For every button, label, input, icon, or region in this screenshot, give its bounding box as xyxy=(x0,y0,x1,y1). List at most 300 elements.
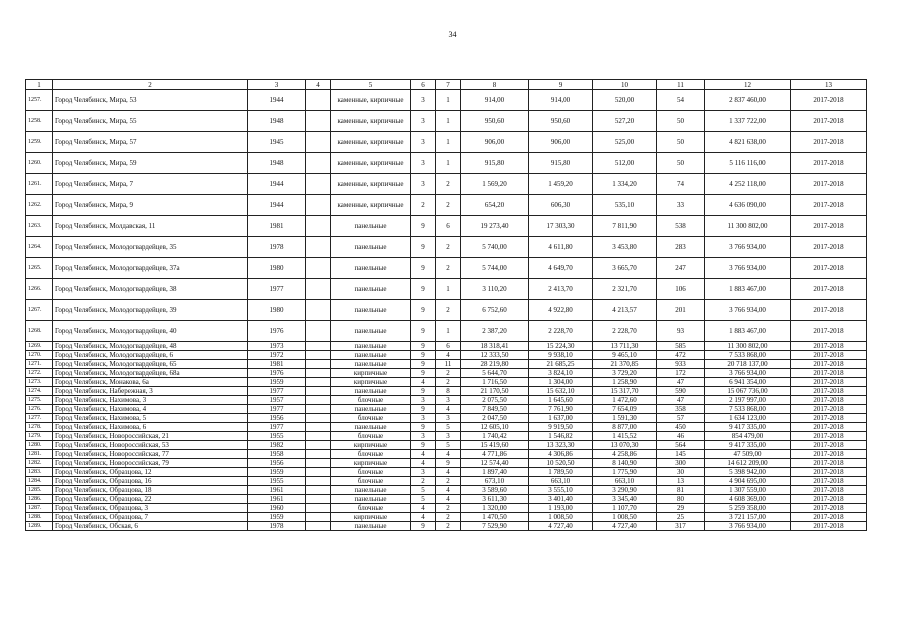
row-number: 1267. xyxy=(26,300,53,321)
total-area-cell: 5 740,00 xyxy=(461,237,529,258)
floors-cell: 9 xyxy=(411,423,436,432)
extra-cell xyxy=(306,459,331,468)
entrances-cell: 2 xyxy=(436,300,461,321)
row-number: 1262. xyxy=(26,195,53,216)
row-number: 1283. xyxy=(26,468,53,477)
wall-material-cell: блочные xyxy=(331,396,411,405)
year-cell: 1976 xyxy=(248,369,306,378)
floors-cell: 2 xyxy=(411,195,436,216)
extra-cell xyxy=(306,522,331,531)
total-area-cell: 7 849,50 xyxy=(461,405,529,414)
cost-cell: 5 259 358,00 xyxy=(705,504,791,513)
cost-cell: 3 766 934,00 xyxy=(705,237,791,258)
total-area-cell: 18 318,41 xyxy=(461,342,529,351)
period-cell: 2017-2018 xyxy=(791,132,867,153)
residents-cell: 81 xyxy=(657,486,705,495)
wall-material-cell: блочные xyxy=(331,432,411,441)
private-area-cell: 3 290,90 xyxy=(593,486,657,495)
cost-cell: 2 197 997,00 xyxy=(705,396,791,405)
residents-cell: 57 xyxy=(657,414,705,423)
private-area-cell: 13 070,30 xyxy=(593,441,657,450)
floors-cell: 5 xyxy=(411,486,436,495)
wall-material-cell: панельные xyxy=(331,495,411,504)
total-area-cell: 12 605,10 xyxy=(461,423,529,432)
total-area-cell: 2 387,20 xyxy=(461,321,529,342)
living-area-cell: 3 401,40 xyxy=(529,495,593,504)
period-cell: 2017-2018 xyxy=(791,111,867,132)
row-number: 1269. xyxy=(26,342,53,351)
floors-cell: 9 xyxy=(411,279,436,300)
entrances-cell: 1 xyxy=(436,279,461,300)
period-cell: 2017-2018 xyxy=(791,441,867,450)
private-area-cell: 3 665,70 xyxy=(593,258,657,279)
residents-cell: 74 xyxy=(657,174,705,195)
table-row xyxy=(26,360,867,369)
wall-material-cell: блочные xyxy=(331,414,411,423)
period-cell: 2017-2018 xyxy=(791,360,867,369)
total-area-cell: 6 752,60 xyxy=(461,300,529,321)
period-cell: 2017-2018 xyxy=(791,321,867,342)
private-area-cell: 13 711,30 xyxy=(593,342,657,351)
table-row xyxy=(26,405,867,414)
cost-cell: 2 837 460,00 xyxy=(705,90,791,111)
entrances-cell: 3 xyxy=(436,432,461,441)
year-cell: 1973 xyxy=(248,342,306,351)
row-number: 1279. xyxy=(26,432,53,441)
floors-cell: 3 xyxy=(411,174,436,195)
row-number: 1265. xyxy=(26,258,53,279)
table-row xyxy=(26,300,867,321)
table-row xyxy=(26,459,867,468)
address-cell: Город Челябинск, Новороссийская, 77 xyxy=(53,450,248,459)
period-cell: 2017-2018 xyxy=(791,495,867,504)
extra-cell xyxy=(306,441,331,450)
cost-cell: 4 821 638,00 xyxy=(705,132,791,153)
floors-cell: 9 xyxy=(411,441,436,450)
row-number: 1276. xyxy=(26,405,53,414)
total-area-cell: 1 740,42 xyxy=(461,432,529,441)
address-cell: Город Челябинск, Мира, 57 xyxy=(53,132,248,153)
year-cell: 1977 xyxy=(248,405,306,414)
extra-cell xyxy=(306,423,331,432)
entrances-cell: 9 xyxy=(436,459,461,468)
entrances-cell: 1 xyxy=(436,153,461,174)
row-number: 1257. xyxy=(26,90,53,111)
private-area-cell: 1 334,20 xyxy=(593,174,657,195)
extra-cell xyxy=(306,237,331,258)
wall-material-cell: блочные xyxy=(331,450,411,459)
residents-cell: 46 xyxy=(657,432,705,441)
extra-cell xyxy=(306,153,331,174)
address-cell: Город Челябинск, Молдавская, 11 xyxy=(53,216,248,237)
cost-cell: 7 533 868,00 xyxy=(705,351,791,360)
cost-cell: 4 904 695,00 xyxy=(705,477,791,486)
address-cell: Город Челябинск, Новороссийская, 21 xyxy=(53,432,248,441)
floors-cell: 4 xyxy=(411,504,436,513)
extra-cell xyxy=(306,378,331,387)
residents-cell: 47 xyxy=(657,396,705,405)
wall-material-cell: панельные xyxy=(331,321,411,342)
column-header: 6 xyxy=(411,80,436,90)
extra-cell xyxy=(306,279,331,300)
residents-cell: 201 xyxy=(657,300,705,321)
period-cell: 2017-2018 xyxy=(791,369,867,378)
address-cell: Город Челябинск, Нахимова, 6 xyxy=(53,423,248,432)
cost-cell: 1 634 123,00 xyxy=(705,414,791,423)
housing-register-table xyxy=(25,79,867,531)
floors-cell: 9 xyxy=(411,351,436,360)
extra-cell xyxy=(306,450,331,459)
entrances-cell: 2 xyxy=(436,504,461,513)
total-area-cell: 5 644,70 xyxy=(461,369,529,378)
entrances-cell: 4 xyxy=(436,450,461,459)
private-area-cell: 520,00 xyxy=(593,90,657,111)
period-cell: 2017-2018 xyxy=(791,258,867,279)
wall-material-cell: блочные xyxy=(331,477,411,486)
period-cell: 2017-2018 xyxy=(791,477,867,486)
private-area-cell: 3 345,40 xyxy=(593,495,657,504)
entrances-cell: 4 xyxy=(436,486,461,495)
extra-cell xyxy=(306,396,331,405)
cost-cell: 15 067 736,00 xyxy=(705,387,791,396)
table-row xyxy=(26,468,867,477)
living-area-cell: 1 789,50 xyxy=(529,468,593,477)
living-area-cell: 17 303,30 xyxy=(529,216,593,237)
table-row xyxy=(26,279,867,300)
table-row xyxy=(26,342,867,351)
entrances-cell: 3 xyxy=(436,396,461,405)
private-area-cell: 4 213,57 xyxy=(593,300,657,321)
cost-cell: 3 766 934,00 xyxy=(705,522,791,531)
residents-cell: 300 xyxy=(657,459,705,468)
residents-cell: 145 xyxy=(657,450,705,459)
address-cell: Город Челябинск, Мира, 59 xyxy=(53,153,248,174)
address-cell: Город Челябинск, Мира, 9 xyxy=(53,195,248,216)
page-number: 34 xyxy=(448,30,457,39)
period-cell: 2017-2018 xyxy=(791,414,867,423)
cost-cell: 11 300 802,00 xyxy=(705,342,791,351)
total-area-cell: 5 744,00 xyxy=(461,258,529,279)
table-row xyxy=(26,321,867,342)
total-area-cell: 1 716,50 xyxy=(461,378,529,387)
period-cell: 2017-2018 xyxy=(791,216,867,237)
residents-cell: 54 xyxy=(657,90,705,111)
entrances-cell: 4 xyxy=(436,495,461,504)
cost-cell: 14 612 209,00 xyxy=(705,459,791,468)
living-area-cell: 1 645,60 xyxy=(529,396,593,405)
table-row xyxy=(26,450,867,459)
period-cell: 2017-2018 xyxy=(791,342,867,351)
living-area-cell: 3 824,10 xyxy=(529,369,593,378)
period-cell: 2017-2018 xyxy=(791,486,867,495)
cost-cell: 20 718 137,00 xyxy=(705,360,791,369)
total-area-cell: 1 470,50 xyxy=(461,513,529,522)
private-area-cell: 1 415,52 xyxy=(593,432,657,441)
year-cell: 1978 xyxy=(248,522,306,531)
period-cell: 2017-2018 xyxy=(791,468,867,477)
total-area-cell: 7 529,90 xyxy=(461,522,529,531)
address-cell: Город Челябинск, Молодогвардейцев, 65 xyxy=(53,360,248,369)
address-cell: Город Челябинск, Образцова, 18 xyxy=(53,486,248,495)
private-area-cell: 4 727,40 xyxy=(593,522,657,531)
period-cell: 2017-2018 xyxy=(791,195,867,216)
residents-cell: 283 xyxy=(657,237,705,258)
entrances-cell: 3 xyxy=(436,414,461,423)
year-cell: 1959 xyxy=(248,468,306,477)
extra-cell xyxy=(306,360,331,369)
total-area-cell: 1 569,20 xyxy=(461,174,529,195)
row-number: 1258. xyxy=(26,111,53,132)
column-header: 1 xyxy=(26,80,53,90)
floors-cell: 9 xyxy=(411,300,436,321)
wall-material-cell: кирпичные xyxy=(331,459,411,468)
column-header: 2 xyxy=(53,80,248,90)
total-area-cell: 1 320,00 xyxy=(461,504,529,513)
row-number: 1278. xyxy=(26,423,53,432)
living-area-cell: 10 520,50 xyxy=(529,459,593,468)
period-cell: 2017-2018 xyxy=(791,432,867,441)
row-number: 1273. xyxy=(26,378,53,387)
year-cell: 1959 xyxy=(248,513,306,522)
table-row xyxy=(26,132,867,153)
table-row xyxy=(26,90,867,111)
floors-cell: 9 xyxy=(411,321,436,342)
total-area-cell: 21 170,50 xyxy=(461,387,529,396)
residents-cell: 25 xyxy=(657,513,705,522)
address-cell: Город Челябинск, Образцова, 12 xyxy=(53,468,248,477)
wall-material-cell: панельные xyxy=(331,279,411,300)
extra-cell xyxy=(306,432,331,441)
total-area-cell: 915,80 xyxy=(461,153,529,174)
floors-cell: 3 xyxy=(411,111,436,132)
total-area-cell: 673,10 xyxy=(461,477,529,486)
private-area-cell: 1 107,70 xyxy=(593,504,657,513)
period-cell: 2017-2018 xyxy=(791,423,867,432)
year-cell: 1948 xyxy=(248,111,306,132)
private-area-cell: 535,10 xyxy=(593,195,657,216)
wall-material-cell: кирпичные xyxy=(331,378,411,387)
column-header: 3 xyxy=(248,80,306,90)
cost-cell: 1 883 467,00 xyxy=(705,279,791,300)
address-cell: Город Челябинск, Образцова, 16 xyxy=(53,477,248,486)
total-area-cell: 12 333,50 xyxy=(461,351,529,360)
entrances-cell: 5 xyxy=(436,441,461,450)
year-cell: 1978 xyxy=(248,237,306,258)
address-cell: Город Челябинск, Новороссийская, 79 xyxy=(53,459,248,468)
extra-cell xyxy=(306,468,331,477)
private-area-cell: 21 370,85 xyxy=(593,360,657,369)
floors-cell: 3 xyxy=(411,153,436,174)
address-cell: Город Челябинск, Молодогвардейцев, 48 xyxy=(53,342,248,351)
residents-cell: 450 xyxy=(657,423,705,432)
table-row xyxy=(26,504,867,513)
residents-cell: 590 xyxy=(657,387,705,396)
extra-cell xyxy=(306,174,331,195)
private-area-cell: 3 453,80 xyxy=(593,237,657,258)
residents-cell: 50 xyxy=(657,153,705,174)
table-row xyxy=(26,351,867,360)
residents-cell: 564 xyxy=(657,441,705,450)
wall-material-cell: каменные, кирпичные xyxy=(331,111,411,132)
row-number: 1289. xyxy=(26,522,53,531)
cost-cell: 47 509,00 xyxy=(705,450,791,459)
extra-cell xyxy=(306,477,331,486)
year-cell: 1980 xyxy=(248,300,306,321)
living-area-cell: 1 546,82 xyxy=(529,432,593,441)
period-cell: 2017-2018 xyxy=(791,387,867,396)
year-cell: 1956 xyxy=(248,414,306,423)
living-area-cell: 2 228,70 xyxy=(529,321,593,342)
year-cell: 1944 xyxy=(248,195,306,216)
private-area-cell: 8 140,90 xyxy=(593,459,657,468)
extra-cell xyxy=(306,369,331,378)
row-number: 1284. xyxy=(26,477,53,486)
entrances-cell: 6 xyxy=(436,342,461,351)
wall-material-cell: каменные, кирпичные xyxy=(331,90,411,111)
floors-cell: 9 xyxy=(411,258,436,279)
year-cell: 1955 xyxy=(248,477,306,486)
address-cell: Город Челябинск, Молодогвардейцев, 39 xyxy=(53,300,248,321)
residents-cell: 538 xyxy=(657,216,705,237)
cost-cell: 1 883 467,00 xyxy=(705,321,791,342)
period-cell: 2017-2018 xyxy=(791,279,867,300)
floors-cell: 3 xyxy=(411,432,436,441)
residents-cell: 317 xyxy=(657,522,705,531)
residents-cell: 106 xyxy=(657,279,705,300)
private-area-cell: 525,00 xyxy=(593,132,657,153)
row-number: 1281. xyxy=(26,450,53,459)
row-number: 1285. xyxy=(26,486,53,495)
wall-material-cell: блочные xyxy=(331,504,411,513)
floors-cell: 3 xyxy=(411,396,436,405)
extra-cell xyxy=(306,258,331,279)
private-area-cell: 1 775,90 xyxy=(593,468,657,477)
floors-cell: 4 xyxy=(411,513,436,522)
column-header: 11 xyxy=(657,80,705,90)
column-number-row xyxy=(26,80,867,90)
total-area-cell: 654,20 xyxy=(461,195,529,216)
row-number: 1259. xyxy=(26,132,53,153)
total-area-cell: 2 075,50 xyxy=(461,396,529,405)
extra-cell xyxy=(306,504,331,513)
year-cell: 1944 xyxy=(248,90,306,111)
address-cell: Город Челябинск, Молодогвардейцев, 35 xyxy=(53,237,248,258)
living-area-cell: 4 649,70 xyxy=(529,258,593,279)
table-row xyxy=(26,111,867,132)
entrances-cell: 1 xyxy=(436,90,461,111)
year-cell: 1982 xyxy=(248,441,306,450)
cost-cell: 3 721 157,00 xyxy=(705,513,791,522)
table-row xyxy=(26,195,867,216)
year-cell: 1944 xyxy=(248,174,306,195)
private-area-cell: 527,20 xyxy=(593,111,657,132)
table-row xyxy=(26,258,867,279)
row-number: 1275. xyxy=(26,396,53,405)
entrances-cell: 2 xyxy=(436,513,461,522)
extra-cell xyxy=(306,387,331,396)
total-area-cell: 906,00 xyxy=(461,132,529,153)
entrances-cell: 2 xyxy=(436,195,461,216)
floors-cell: 4 xyxy=(411,459,436,468)
extra-cell xyxy=(306,495,331,504)
floors-cell: 4 xyxy=(411,378,436,387)
row-number: 1261. xyxy=(26,174,53,195)
address-cell: Город Челябинск, Обская, 6 xyxy=(53,522,248,531)
wall-material-cell: панельные xyxy=(331,300,411,321)
entrances-cell: 2 xyxy=(436,369,461,378)
row-number: 1271. xyxy=(26,360,53,369)
wall-material-cell: каменные, кирпичные xyxy=(331,174,411,195)
residents-cell: 50 xyxy=(657,132,705,153)
entrances-cell: 1 xyxy=(436,132,461,153)
wall-material-cell: панельные xyxy=(331,522,411,531)
wall-material-cell: панельные xyxy=(331,351,411,360)
residents-cell: 29 xyxy=(657,504,705,513)
living-area-cell: 1 193,00 xyxy=(529,504,593,513)
period-cell: 2017-2018 xyxy=(791,504,867,513)
wall-material-cell: панельные xyxy=(331,423,411,432)
total-area-cell: 1 897,40 xyxy=(461,468,529,477)
floors-cell: 9 xyxy=(411,405,436,414)
address-cell: Город Челябинск, Образцова, 7 xyxy=(53,513,248,522)
living-area-cell: 1 459,20 xyxy=(529,174,593,195)
floors-cell: 3 xyxy=(411,90,436,111)
extra-cell xyxy=(306,351,331,360)
wall-material-cell: блочные xyxy=(331,468,411,477)
address-cell: Город Челябинск, Нахимова, 5 xyxy=(53,414,248,423)
cost-cell: 3 766 934,00 xyxy=(705,300,791,321)
cost-cell: 1 337 722,00 xyxy=(705,111,791,132)
floors-cell: 9 xyxy=(411,369,436,378)
living-area-cell: 914,00 xyxy=(529,90,593,111)
entrances-cell: 11 xyxy=(436,360,461,369)
wall-material-cell: каменные, кирпичные xyxy=(331,195,411,216)
wall-material-cell: панельные xyxy=(331,216,411,237)
extra-cell xyxy=(306,486,331,495)
living-area-cell: 4 922,80 xyxy=(529,300,593,321)
living-area-cell: 4 727,40 xyxy=(529,522,593,531)
table-row xyxy=(26,369,867,378)
total-area-cell: 12 574,40 xyxy=(461,459,529,468)
year-cell: 1958 xyxy=(248,450,306,459)
residents-cell: 472 xyxy=(657,351,705,360)
extra-cell xyxy=(306,111,331,132)
row-number: 1268. xyxy=(26,321,53,342)
living-area-cell: 1 637,00 xyxy=(529,414,593,423)
table-row xyxy=(26,477,867,486)
address-cell: Город Челябинск, Монакова, 6а xyxy=(53,378,248,387)
entrances-cell: 4 xyxy=(436,468,461,477)
column-header: 4 xyxy=(306,80,331,90)
living-area-cell: 7 761,90 xyxy=(529,405,593,414)
table-row xyxy=(26,396,867,405)
wall-material-cell: панельные xyxy=(331,360,411,369)
total-area-cell: 950,60 xyxy=(461,111,529,132)
private-area-cell: 7 811,90 xyxy=(593,216,657,237)
total-area-cell: 15 419,60 xyxy=(461,441,529,450)
column-header: 8 xyxy=(461,80,529,90)
living-area-cell: 906,00 xyxy=(529,132,593,153)
private-area-cell: 15 317,70 xyxy=(593,387,657,396)
address-cell: Город Челябинск, Новороссийская, 53 xyxy=(53,441,248,450)
table-row xyxy=(26,423,867,432)
private-area-cell: 512,00 xyxy=(593,153,657,174)
entrances-cell: 2 xyxy=(436,174,461,195)
living-area-cell: 1 008,50 xyxy=(529,513,593,522)
entrances-cell: 8 xyxy=(436,387,461,396)
cost-cell: 7 533 868,00 xyxy=(705,405,791,414)
wall-material-cell: каменные, кирпичные xyxy=(331,132,411,153)
